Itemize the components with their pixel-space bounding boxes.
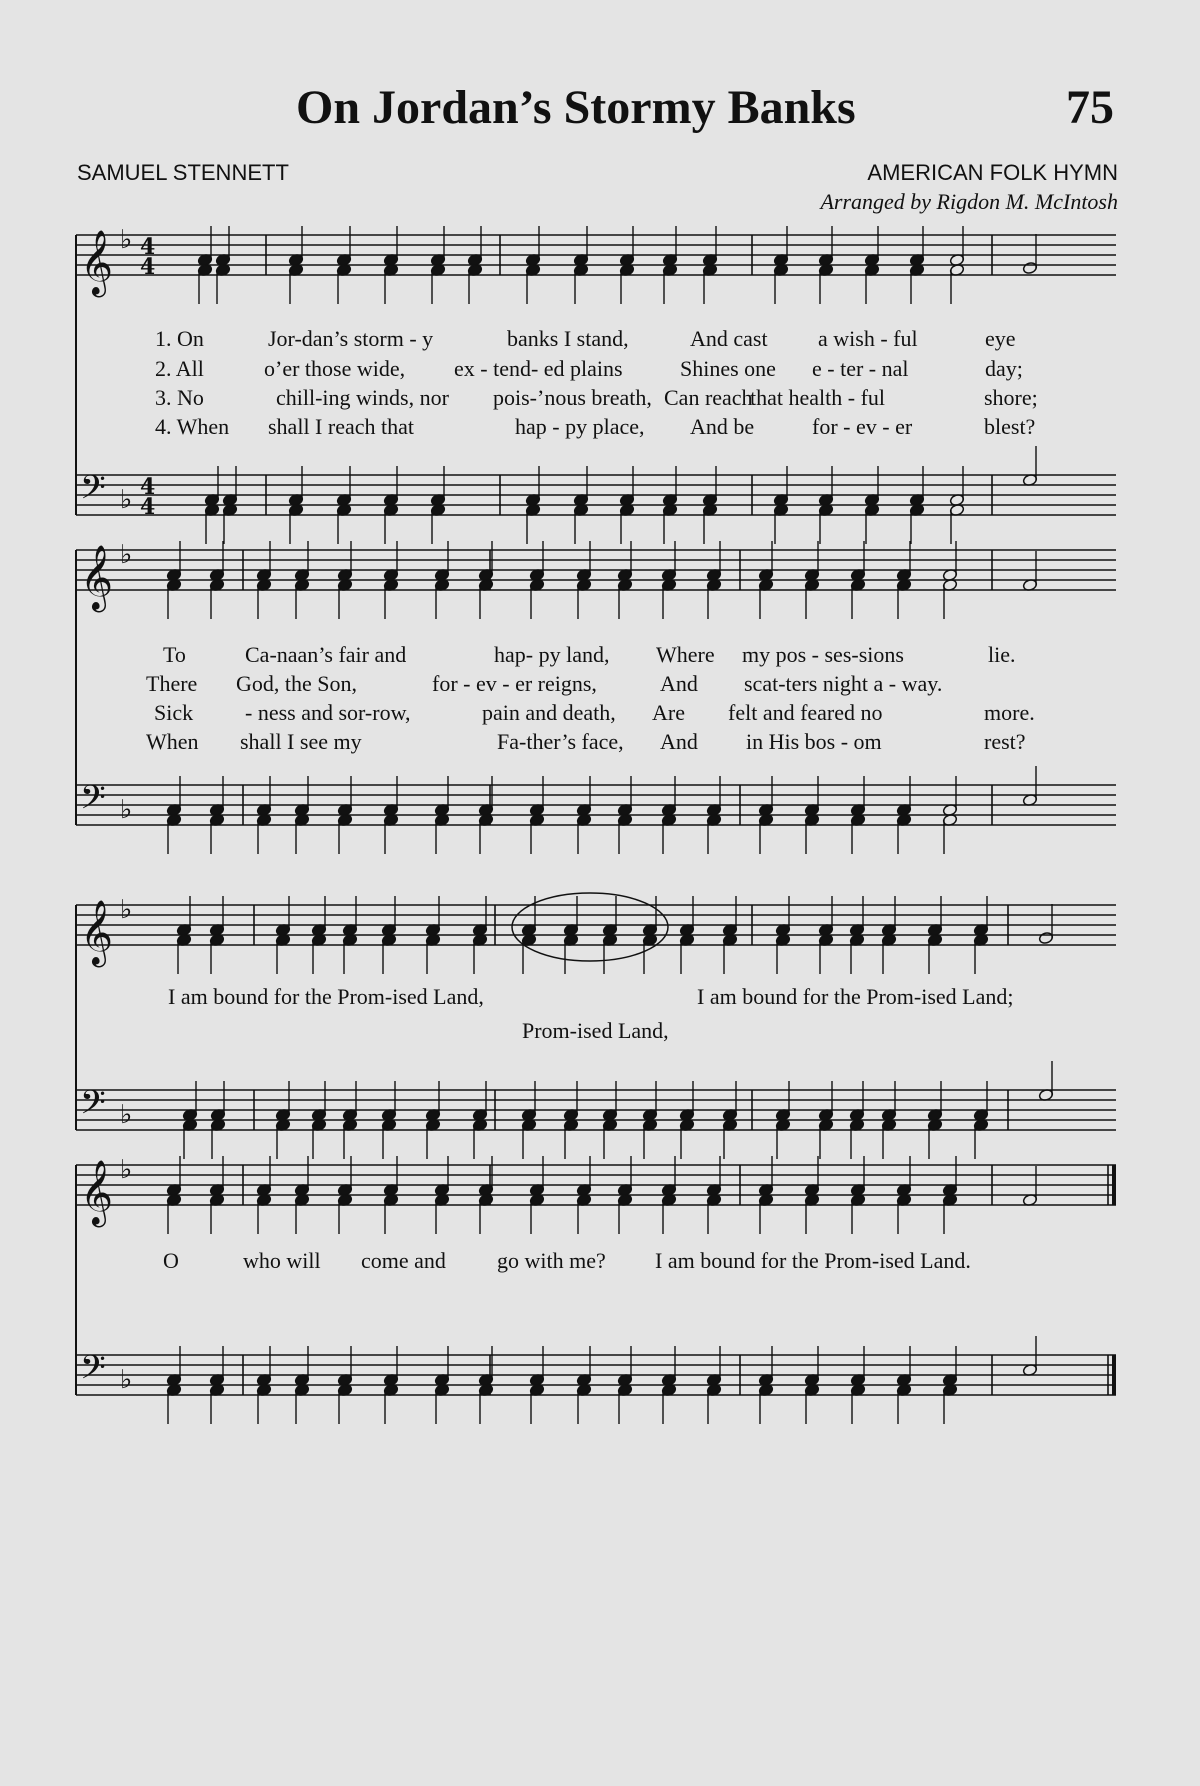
bass-clef-icon: 𝄢 — [80, 1084, 106, 1130]
lyric: shall I reach that — [268, 414, 414, 439]
treble-clef-icon: 𝄞 — [80, 900, 114, 965]
lyric: Can reach — [664, 385, 753, 410]
lyric: e - ter - nal — [812, 356, 909, 381]
lyric: shall I see my — [240, 729, 362, 754]
lyric: Prom-ised Land, — [522, 1018, 669, 1043]
lyric: more. — [984, 700, 1035, 725]
lyric: a wish - ful — [818, 326, 918, 351]
treble-clef-icon: 𝄞 — [80, 545, 114, 610]
flat-icon: ♭ — [120, 1155, 133, 1185]
lyric: Sick — [154, 700, 194, 725]
flat-icon: ♭ — [120, 485, 133, 515]
lyric: ex - tend- ed plains — [454, 356, 623, 381]
lyric: o’er those wide, — [264, 356, 406, 381]
lyric: God, the Son, — [236, 671, 357, 696]
treble-clef-icon: 𝄞 — [80, 1160, 114, 1225]
arranger: Arranged by Rigdon M. McIntosh — [820, 189, 1118, 214]
flat-icon: ♭ — [120, 1100, 133, 1130]
final-barline — [1112, 1165, 1116, 1205]
lyric: scat-ters night a - way. — [744, 671, 943, 696]
lyric: come and — [361, 1248, 446, 1273]
hymn-number: 75 — [1066, 81, 1114, 134]
flat-icon: ♭ — [120, 795, 133, 825]
flat-icon: ♭ — [120, 1365, 133, 1395]
treble-clef-icon: 𝄞 — [80, 230, 114, 295]
lyric: 3. No — [155, 385, 204, 410]
flat-icon: ♭ — [120, 225, 133, 255]
lyric: 1. On — [155, 326, 204, 351]
lyric: in His bos - om — [746, 729, 882, 754]
lyric: pois-’nous breath, — [493, 385, 652, 410]
lyric: Jor-dan’s storm - y — [268, 326, 434, 351]
flat-icon: ♭ — [120, 895, 133, 925]
time-signature-bottom: 4 — [140, 494, 156, 520]
bass-clef-icon: 𝄢 — [80, 469, 106, 515]
lyric: my pos - ses-sions — [742, 642, 904, 667]
lyric: I am bound for the Prom-ised Land; — [697, 984, 1014, 1009]
lyricist: SAMUEL STENNETT — [77, 160, 289, 185]
lyric: who will — [243, 1248, 321, 1273]
lyric: for - ev - er — [812, 414, 913, 439]
lyric: O — [163, 1248, 179, 1273]
lyric: shore; — [984, 385, 1038, 410]
lyric: day; — [985, 356, 1023, 381]
flat-icon: ♭ — [120, 540, 133, 570]
hymn-title: On Jordan’s Stormy Banks — [296, 81, 856, 134]
time-signature-top: 4 — [140, 234, 156, 260]
time-signature-top: 4 — [140, 474, 156, 500]
lyric: for - ev - er reigns, — [432, 671, 597, 696]
lyric: felt and feared no — [728, 700, 883, 725]
lyric: chill-ing winds, nor — [276, 385, 449, 410]
lyric: And cast — [690, 326, 768, 351]
bass-clef-icon: 𝄢 — [80, 1349, 106, 1395]
lyric: rest? — [984, 729, 1026, 754]
time-signature-bottom: 4 — [140, 254, 156, 280]
lyric: eye — [985, 326, 1016, 351]
lyric: 4. When — [155, 414, 230, 439]
lyric: hap- py land, — [494, 642, 610, 667]
lyric: And — [660, 729, 698, 754]
lyric: go with me? — [497, 1248, 606, 1273]
lyric: I am bound for the Prom-ised Land, — [168, 984, 484, 1009]
lyric: To — [163, 642, 186, 667]
lyric: banks I stand, — [507, 326, 629, 351]
lyric: that health - ful — [750, 385, 886, 410]
lyric: There — [146, 671, 198, 696]
bass-clef-icon: 𝄢 — [80, 779, 106, 825]
lyric: Where — [656, 642, 715, 667]
lyric: lie. — [988, 642, 1016, 667]
lyric: And — [660, 671, 698, 696]
lyric: - ness and sor-row, — [245, 700, 411, 725]
lyric: hap - py place, — [515, 414, 645, 439]
lyric: I am bound for the Prom-ised Land. — [655, 1248, 971, 1273]
lyric: 2. All — [155, 356, 204, 381]
lyric: And be — [690, 414, 755, 439]
lyric: Ca-naan’s fair and — [245, 642, 407, 667]
lyric: Are — [652, 700, 685, 725]
lyric: Fa-ther’s face, — [497, 729, 624, 754]
lyric: blest? — [984, 414, 1036, 439]
tune-source: AMERICAN FOLK HYMN — [867, 160, 1118, 185]
final-barline — [1112, 1355, 1116, 1395]
lyric: Shines one — [680, 356, 776, 381]
lyric: When — [146, 729, 199, 754]
lyric: pain and death, — [482, 700, 616, 725]
